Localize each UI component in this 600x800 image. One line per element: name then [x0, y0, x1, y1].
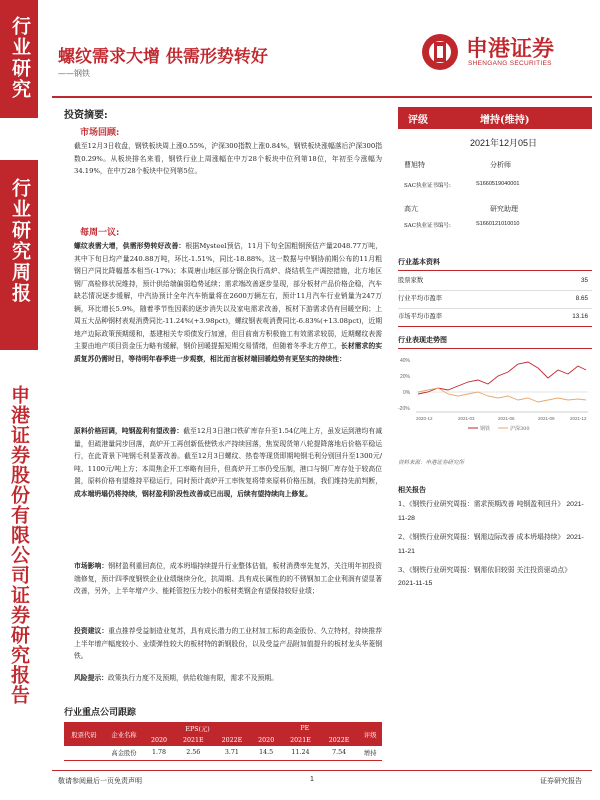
industry-row [398, 291, 592, 309]
x-tick-label: 2021-12 [570, 416, 587, 421]
related-title: 相关报告 [398, 485, 426, 494]
sidebar-label-company: 申港证券股份有限公司证券研究报告 [8, 385, 30, 705]
weekly-view-body: 根据Mysteel预估，11月下旬全国粗钢预估产量2048.77万吨，其中下旬日均产量240.88万吨，环比-1.51%，同比-18.88%，这一数据与中钢协前期公布的11月粗钢日产同比降幅基本相当(-17%)；本周唐山地区部分钢企执行高炉、烧结机生产调控措施，北方地区钢厂高检修状况维持，预计供给端偏弱趋势延续；需求端改善逐步显现，部分板材产品价格企稳，汽车缺芯情况逐步缓解，中汽协预计全年汽车销量将在2600万辆左右，预计11月汽车行业销量为247万辆，环比增长5.9%，随着季节性因素的逐步消失以及家电需求改善，板材下游需求仍有回暖空间；上周五大品种钢材表观消费同比-11.24%(+3.98pct)，螺纹钢表观消费同比-6.83%(+13.08pct)，近期地产边际政策预期缓和，基建相关专项债发行加速，但目前南方积极施工有效需求较弱，近期螺纹表需主要由地产项目资金压力略有缓解，钢价回暖提振短期交易情绪，但随着冬季北方停工， [74, 242, 382, 350]
raw-material-text [74, 425, 382, 541]
table-row [64, 746, 382, 760]
industry-value: 35 [580, 277, 588, 284]
industry-value: 8.65 [575, 295, 588, 302]
weekly-view-lead: 螺纹表需大增，供需形势转好改善： [74, 242, 186, 250]
risk-title: 风险提示： [74, 674, 108, 682]
cell-rating: 增持 [363, 750, 377, 758]
cell-eps: 1.78 [151, 749, 167, 757]
y-tick-label: -20% [398, 406, 410, 412]
analyst-role: 研究助理 [490, 205, 518, 213]
sidebar-middle [0, 160, 38, 350]
cell-eps: 2.56 [186, 749, 201, 757]
industry-title: 行业基本资料 [398, 257, 592, 271]
footer-page-number: 1 [310, 776, 314, 783]
th-year: 2022E [328, 736, 350, 744]
industry-value: 13.16 [572, 313, 588, 320]
th-code: 股票代码 [71, 731, 97, 739]
analyst-cert: S1660519040001 [476, 181, 520, 187]
trend-title: 行业表现走势图 [398, 335, 592, 349]
th-year: 2022E [221, 736, 243, 744]
weekly-view-title: 每周一议: [80, 228, 120, 238]
report-title: 螺纹需求大增 供需形势转好 [58, 47, 268, 67]
market-impact-body: 钢材盈利重回高位，成本坍塌持续提升行业整体估值，板材消费率先复苏，关注明年初投资端修复，预计四季度钢铁企业业绩继续分化，抗周期、具有成长属性的的不锈钢加工企业利润有望显著改善，另外，上半年增产少、能耗管控压力较小的板材类钢企有望保持较好业绩； [74, 562, 382, 595]
rating-value: 增持(维持) [480, 115, 530, 126]
analyst-cert-label: SAC执业证书编号: [404, 183, 451, 189]
risk-text [74, 672, 382, 685]
related-item-date: 2021-11-28 [398, 501, 584, 522]
raw-material-conclusion: 成本端坍塌仍将持续，钢材盈利阶段性改善或已出现，后续有望持续向上修复。 [74, 489, 312, 498]
market-review-title: 市场回顾: [80, 128, 120, 138]
suggestion-body: 重点推荐受益制造业复苏，具有成长潜力的工业材加工标的高金股份、久立特材，持续推荐上半年增产幅度较小、业绩弹性较大的板材特的新钢股份，以及受益产品附加值提升的板材龙头华菱钢铁。 [74, 627, 382, 660]
related-item-text: 2、《钢铁行业研究周报：钢需边际改善 成本坍塌持续》 [398, 533, 565, 541]
th-year: 2020 [258, 736, 275, 744]
market-impact-title: 市场影响： [74, 562, 109, 570]
x-tick-label: 2021-09 [538, 416, 555, 421]
th-year: 2021E [290, 736, 311, 744]
th-year: 2021E [182, 736, 204, 744]
x-tick-label: 2021-03 [458, 416, 475, 421]
rating-date: 2021年12月05日 [470, 138, 538, 148]
cell-code [64, 746, 104, 760]
sidebar-bottom [0, 385, 38, 785]
logo-text-cn: 申港证券 [466, 37, 555, 62]
th-eps: EPS(元) [185, 725, 210, 733]
market-review-text: 截至12月3日收盘，钢铁板块周上涨0.55%，沪深300指数上涨0.84%，钢铁板块涨幅落后沪深300指数0.29%。从板块排名来看，钢铁行业上周涨幅在中万28个板块中位列第18位，年初至今涨幅为34.19%，在中万28个板块中位列第5位。 [74, 142, 382, 175]
industry-label: 行业平均市盈率 [398, 295, 443, 302]
trend-chart [398, 350, 592, 432]
key-company-title: 行业重点公司跟踪 [64, 708, 137, 718]
y-tick-label: 40% [400, 358, 411, 364]
y-tick-label: 20% [400, 374, 411, 380]
weekly-view-conclusion: 长材需求的实质复苏仍需时日，等待明年春季进一步观察，相比而言板材端回暖趋势有更坚实的持续性： [74, 342, 382, 363]
key-company-table [64, 722, 382, 761]
industry-box [398, 257, 592, 327]
rating-bar [398, 107, 592, 129]
footer-label: 证券研究报告 [540, 777, 582, 785]
company-logo [420, 28, 590, 76]
cell-pe: 14.5 [259, 749, 274, 757]
related-item-date: 2021-11-15 [398, 579, 433, 587]
analyst-name: 高亢 [404, 205, 418, 213]
footer-divider [52, 770, 592, 771]
logo-text-en: SHENGANG SECURITIES [468, 60, 552, 67]
weekly-view-text [74, 240, 382, 410]
logo-mark-icon [420, 32, 460, 72]
related-item[interactable] [398, 564, 588, 590]
industry-label: 市场平均市盈率 [398, 313, 443, 320]
industry-row [398, 309, 592, 327]
legend-steel: 钢铁 [480, 426, 491, 432]
footer-disclaimer[interactable]: 敬请参阅最后一页免责声明 [58, 777, 142, 785]
suggestion-text [74, 625, 382, 665]
industry-row [398, 275, 592, 291]
analyst-name: 曹旭特 [404, 161, 425, 169]
report-subtitle: ——钢铁 [58, 69, 90, 78]
related-item-text: 3、《钢铁行业研究周报：钢需依旧较弱 关注投资驱动点》 [398, 566, 572, 574]
header-divider [52, 96, 592, 98]
analyst-cert-label: SAC执业证书编号: [404, 223, 451, 229]
related-list [398, 498, 588, 590]
index-series-line [418, 388, 586, 402]
x-tick-label: 2020-12 [416, 416, 433, 421]
suggestion-title: 投资建议： [74, 627, 109, 635]
trend-source: 资料来源：申港证券研究所 [398, 460, 465, 466]
th-pe: PE [300, 724, 310, 732]
y-tick-label: 0% [403, 390, 411, 396]
sidebar-top [0, 0, 38, 118]
industry-label: 股票家数 [398, 277, 424, 284]
legend-index: 沪深300 [510, 426, 530, 432]
raw-material-body: 截至12月3日港口铁矿库存升至1.54亿吨上方，虽发运到港均有减量，但疏港量同步回落，高炉开工再创新低使铁水产持续回落，焦炭现货第八轮提降落地后价格平稳运行，在此背景下吨钢毛利显著改善。截至12月3日螺纹、热卷等现货即期吨钢毛利分别回升至1300元/吨、1100元/吨上方；本周焦企开工率略有回升，但高炉开工率仍受压制，港口与钢厂库存处于较高位置，原料价格有望维持平稳运行，同时预计高炉开工率恢复将带来原料价格压制，我们维持先前判断， [74, 427, 382, 485]
th-year: 2020 [150, 736, 168, 744]
x-tick-label: 2021-06 [498, 416, 515, 421]
analyst-role: 分析师 [490, 161, 511, 169]
summary-heading: 投资摘要: [64, 110, 108, 121]
th-name: 企业名称 [111, 731, 137, 739]
risk-body: 政策执行力度不及预期，供给收缩有限，需求不及预期。 [107, 674, 278, 682]
cell-name: 高金股份 [111, 750, 137, 758]
raw-material-title: 原料价格回调，吨钢盈利有望改善： [74, 427, 184, 435]
th-rating: 评级 [363, 731, 377, 739]
cell-pe: 11.24 [291, 749, 310, 757]
sidebar-label-research: 行业研究 [9, 16, 31, 100]
related-item-date: 2021-11-21 [398, 534, 584, 555]
related-item[interactable] [398, 498, 588, 525]
rating-label: 评级 [408, 115, 428, 126]
cell-pe: 7.54 [332, 749, 347, 757]
analyst-cert: S1660121010010 [476, 221, 520, 227]
related-item-text: 1、《钢铁行业研究周报：需求预期改善 吨钢盈利回升》 [398, 500, 565, 508]
market-impact-text [74, 560, 382, 624]
steel-series-line [418, 362, 586, 394]
sidebar-label-weekly: 行业研究周报 [9, 178, 31, 304]
cell-eps: 3.71 [224, 749, 239, 757]
related-item[interactable] [398, 531, 588, 558]
